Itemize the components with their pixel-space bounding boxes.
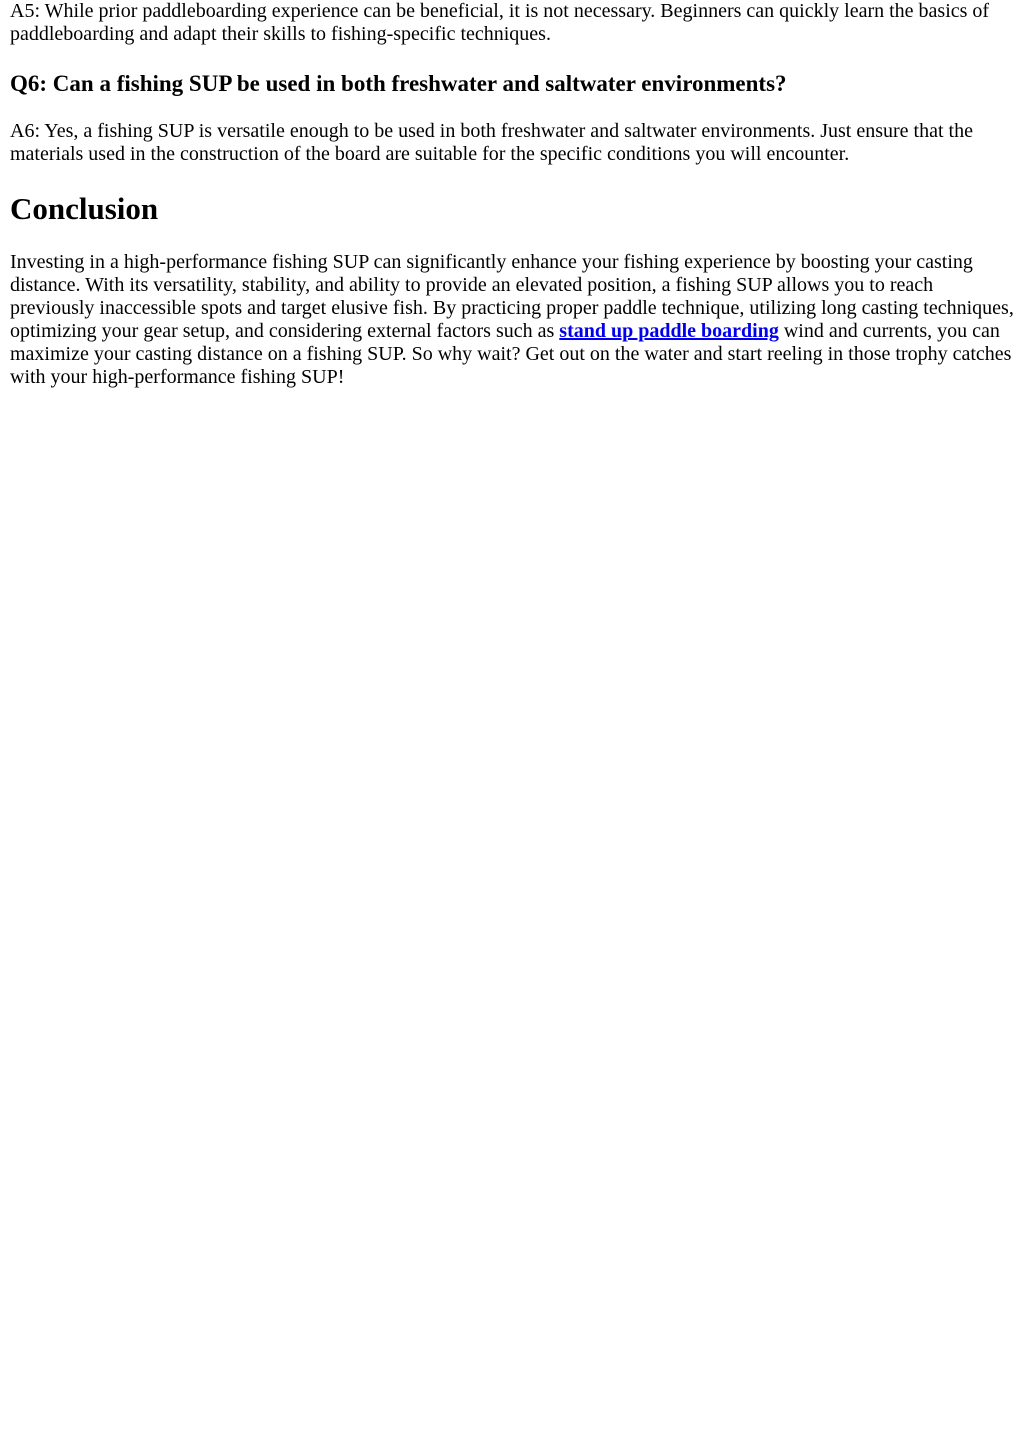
conclusion-text-start: Investing in a high-performance fishing SUP can significantly enhance your fishing experience by boosting your casting distance. With its versatility, stability, and ability to provide an elevated position, a fishing SUP allows you to reach previously inaccessible spots and target elusive fish. By practicing proper paddle technique, utilizing long casting techniques, optimizing your gear setup, and considering external factors such as	[10, 251, 1014, 342]
conclusion-paragraph	[10, 251, 1014, 389]
article-body	[0, 0, 1024, 389]
stand-up-paddle-boarding-link[interactable]: stand up paddle boarding	[559, 320, 779, 342]
conclusion-heading: Conclusion	[10, 191, 159, 226]
question-6-heading: Q6: Can a fishing SUP be used in both freshwater and saltwater environments?	[10, 71, 787, 96]
answer-6-paragraph: A6: Yes, a fishing SUP is versatile enough to be used in both freshwater and saltwater environments. Just ensure that the materials used in the construction of the board are suitable for the specific conditions you will encounter.	[10, 120, 973, 165]
conclusion-text-end: wind and currents, you can maximize your casting distance on a fishing SUP. So why wait? Get out on the water and start reeling in those trophy catches with your high-performance fishing SUP!	[10, 320, 1012, 388]
answer-5-paragraph: A5: While prior paddleboarding experience can be beneficial, it is not necessary. Beginners can quickly learn the basics of paddleboarding and adapt their skills to fishing-specific techniques.	[10, 0, 990, 45]
